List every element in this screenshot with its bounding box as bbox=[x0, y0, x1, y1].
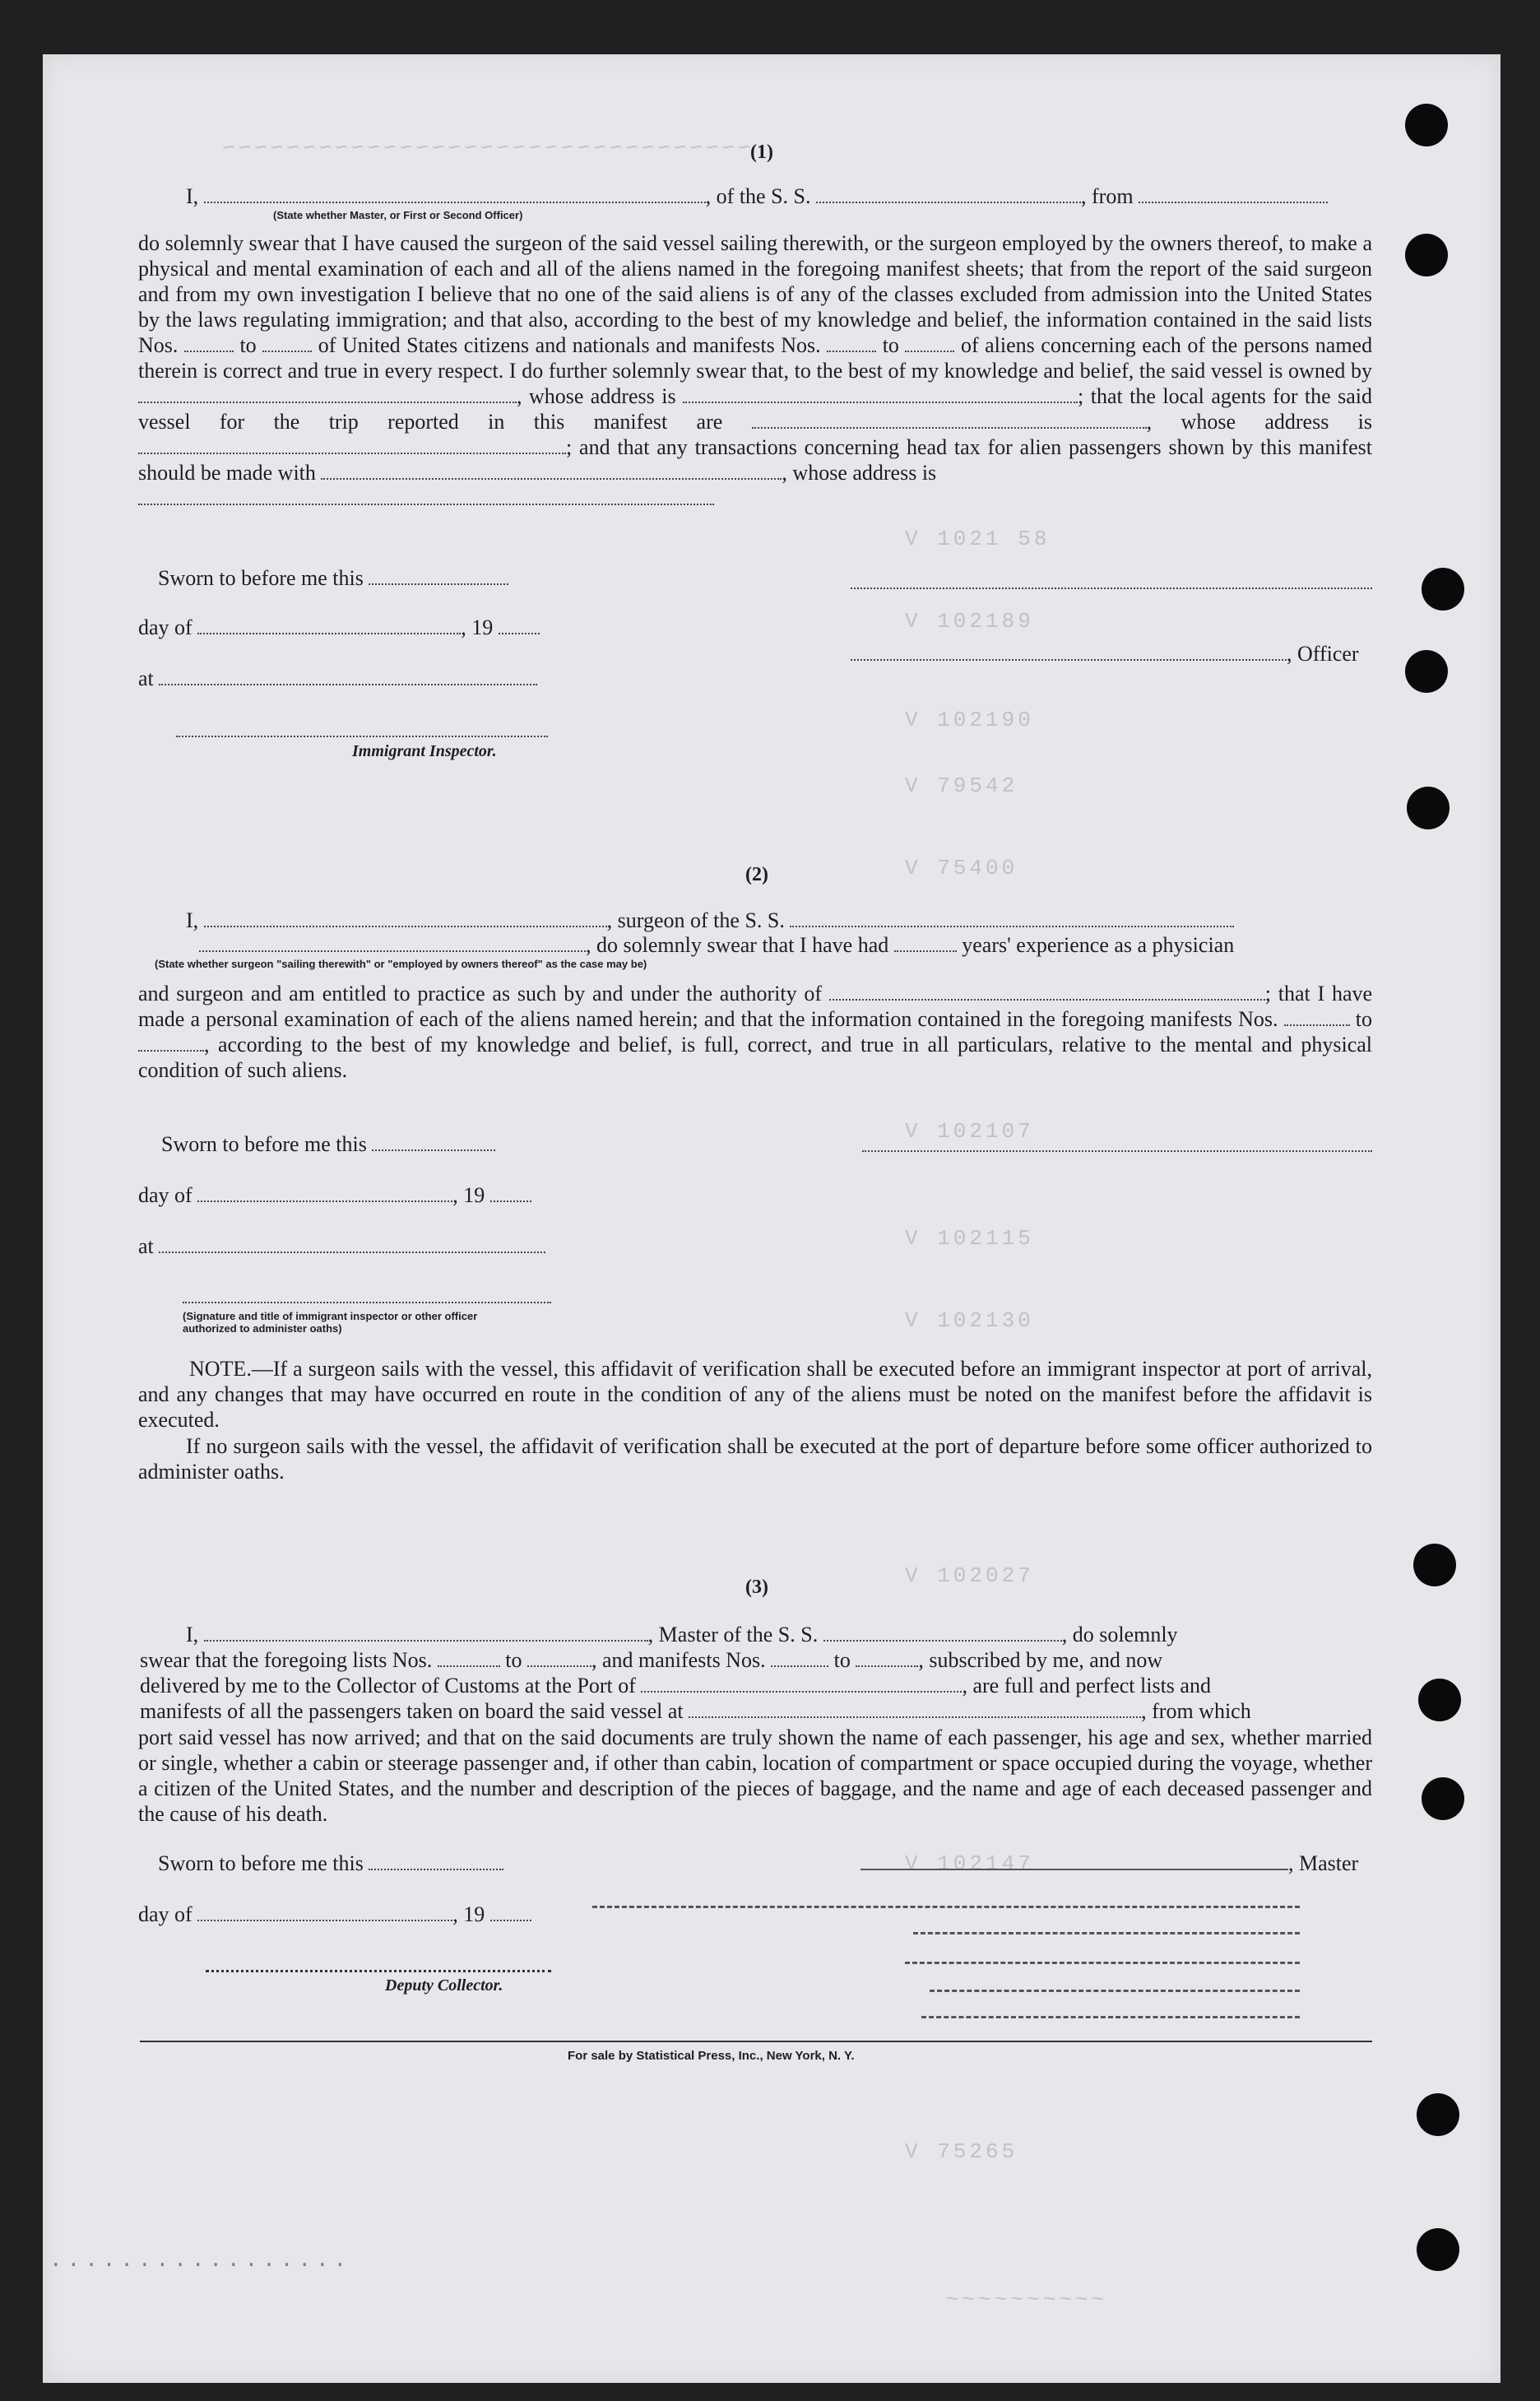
head-tax-text: ; and that any transactions concerning head tax for alien passengers shown by this manifest should be made with bbox=[138, 435, 1372, 485]
surgeon-status-field[interactable] bbox=[199, 936, 586, 952]
binder-hole bbox=[1417, 2093, 1459, 2136]
label-year: , 19 bbox=[452, 1183, 485, 1207]
bleed-through-text: V 102115 bbox=[905, 1226, 1034, 1251]
label-officer: , Officer bbox=[1287, 642, 1359, 666]
year-field[interactable] bbox=[490, 1186, 531, 1202]
binder-hole bbox=[1418, 1679, 1461, 1721]
label-swear: swear that the foregoing lists Nos. bbox=[140, 1648, 433, 1672]
label-day-of: day of bbox=[138, 1183, 192, 1207]
section-number: (2) bbox=[745, 864, 768, 885]
head-tax-party-field[interactable] bbox=[321, 463, 782, 480]
departure-port-field[interactable] bbox=[1139, 187, 1328, 203]
section1-oath-text bbox=[138, 230, 1372, 511]
oath-body: do solemnly swear that I have caused the surgeon of the said vessel sailing therewith, or the surgeon employed by the owners thereof, to make a physical and mental examination of each and all of the aliens named in the foregoing manifest sheets; that from the report of the said surgeon and from my own investigation I believe that no one of the said aliens is of any of the classes excluded from admission into the United States by the laws regulating immigration; and that also, according to the best of my knowledge and belief, the information contained in the said lists Nos. bbox=[138, 231, 1372, 357]
label-from-which: , from which bbox=[1141, 1699, 1251, 1723]
label-from: , from bbox=[1081, 184, 1134, 208]
officer-name-field[interactable] bbox=[204, 187, 706, 203]
label-local-agents: that the local agents for the said vessel for the trip reported in this manifest are bbox=[138, 384, 1373, 434]
redaction-line bbox=[905, 1962, 1300, 1964]
bleed-through-text: ~~~~~~~~~~~~~~~~~~~~~~~~~~~~~~~~~ bbox=[222, 133, 754, 158]
label-year: , 19 bbox=[452, 1902, 485, 1926]
bleed-through-text: ~~~~~~~~~~ bbox=[946, 2287, 1108, 2312]
manifests-to-field[interactable] bbox=[856, 1651, 918, 1667]
day-of-line bbox=[138, 1183, 531, 1208]
binder-hole bbox=[1407, 787, 1450, 829]
lists-from-field[interactable] bbox=[438, 1651, 500, 1667]
label-to: to bbox=[833, 1648, 851, 1672]
label-at: at bbox=[138, 666, 154, 690]
surgeon-name-field[interactable] bbox=[204, 911, 607, 927]
section1-line1 bbox=[186, 184, 1328, 209]
bleed-through-text: V 75400 bbox=[905, 856, 1018, 880]
redaction-line bbox=[913, 1932, 1300, 1934]
signature-line[interactable] bbox=[206, 1970, 551, 1972]
at-line bbox=[138, 666, 537, 691]
at-line bbox=[138, 1234, 545, 1259]
label-master: , Master bbox=[1288, 1851, 1359, 1875]
section3-line4 bbox=[140, 1699, 1251, 1724]
bleed-through-text: V 102190 bbox=[905, 708, 1034, 732]
manifests-from-field[interactable] bbox=[1284, 1010, 1350, 1026]
redaction-line bbox=[930, 1990, 1300, 1992]
binder-hole bbox=[1422, 568, 1464, 611]
label-sworn: Sworn to before me this bbox=[161, 1132, 367, 1156]
vessel-name-field[interactable] bbox=[823, 1625, 1062, 1642]
bleed-through-text: V 102130 bbox=[905, 1308, 1034, 1333]
label-of-ss: , of the S. S. bbox=[705, 184, 811, 208]
label-to: to bbox=[1355, 1007, 1373, 1031]
label-subscribed: , subscribed by me, and now bbox=[918, 1648, 1163, 1672]
authority-field[interactable] bbox=[829, 984, 1265, 1001]
label-sworn: Sworn to before me this bbox=[158, 1851, 364, 1875]
label-whose-address: , whose address is bbox=[517, 384, 676, 408]
binder-hole bbox=[1405, 104, 1448, 146]
section3-line2 bbox=[140, 1648, 1162, 1673]
label-to: to bbox=[239, 333, 257, 357]
sworn-day-field[interactable] bbox=[369, 1854, 503, 1870]
label-whose-address: , whose address is bbox=[782, 461, 937, 485]
section-number: (3) bbox=[745, 1577, 768, 1598]
manifests-to-field[interactable] bbox=[905, 336, 954, 352]
bleed-through-text: V 79542 bbox=[905, 773, 1018, 798]
publisher-note: For sale by Statistical Press, Inc., New York, N. Y. bbox=[568, 2049, 855, 2063]
owner-field[interactable] bbox=[138, 387, 517, 403]
owner-address-field[interactable] bbox=[683, 387, 1078, 403]
binder-hole bbox=[1405, 234, 1448, 276]
month-field[interactable] bbox=[197, 1905, 452, 1921]
bleed-through-text: V 102147 bbox=[905, 1851, 1034, 1876]
punct: ; bbox=[1078, 384, 1084, 408]
day-of-line bbox=[138, 1902, 531, 1927]
label-full-perfect: , are full and perfect lists and bbox=[962, 1674, 1211, 1697]
label-solemnly: , do solemnly bbox=[1061, 1623, 1178, 1646]
sworn-line bbox=[158, 566, 508, 591]
label-i: I, bbox=[186, 1623, 199, 1646]
year-field[interactable] bbox=[499, 618, 540, 634]
years-field[interactable] bbox=[894, 936, 957, 952]
label-and-manifests: , and manifests Nos. bbox=[591, 1648, 766, 1672]
port-field[interactable] bbox=[641, 1676, 962, 1693]
punct: ; bbox=[1264, 982, 1272, 1005]
label-day-of: day of bbox=[138, 615, 192, 639]
label-whose-address: whose address is bbox=[1181, 410, 1373, 434]
redaction-line bbox=[592, 1906, 1300, 1908]
manifests-from-field[interactable] bbox=[827, 336, 876, 352]
signature-caption: (Signature and title of immigrant inspector or other officer authorized to administer oaths) bbox=[183, 1310, 478, 1335]
signature-line[interactable] bbox=[851, 587, 1372, 589]
sworn-day-field[interactable] bbox=[369, 569, 508, 585]
head-tax-address-field[interactable] bbox=[138, 489, 714, 505]
label-year: , 19 bbox=[461, 615, 494, 639]
label-years: years' experience as a physician bbox=[962, 933, 1235, 957]
label-owned-by: the said vessel is owned by bbox=[1139, 359, 1373, 383]
section2-line1 bbox=[186, 908, 1234, 933]
bleed-through-text: ................. bbox=[49, 2248, 352, 2273]
oath-body-2: of United States citizens and nationals and manifests Nos. bbox=[318, 333, 821, 357]
binder-hole bbox=[1413, 1544, 1456, 1586]
lists-from-field[interactable] bbox=[184, 336, 234, 352]
label-i: I, bbox=[186, 184, 199, 208]
section3-oath-text: port said vessel has now arrived; and that on the said documents are truly shown the name of each passenger, his age and sex, whether married or single, whether a cabin or steerage passenger and, if other than cabin, location of compartment or space occupied during the voyage, whether a citizen of the United States, and the number and description of the pieces of baggage, and the name and age of each deceased passenger and the cause of his death. bbox=[138, 1725, 1372, 1826]
label-master-of: , Master of the S. S. bbox=[647, 1623, 819, 1646]
place-field[interactable] bbox=[159, 1237, 545, 1253]
lists-to-field[interactable] bbox=[527, 1651, 591, 1667]
deputy-collector-caption: Deputy Collector. bbox=[385, 1976, 503, 1995]
binder-hole bbox=[1422, 1777, 1464, 1820]
sworn-line bbox=[161, 1132, 495, 1157]
signature-line bbox=[176, 736, 548, 737]
month-field[interactable] bbox=[197, 618, 461, 634]
redaction-line bbox=[921, 2016, 1300, 2018]
section-number: (1) bbox=[750, 142, 773, 163]
oath-body-3: of aliens concerning each of the persons named therein is correct and true in every respect. I do further solemnly swear that, to the best of my knowledge and belief, bbox=[138, 333, 1373, 383]
bleed-through-text: V 102027 bbox=[905, 1563, 1034, 1588]
binder-hole bbox=[1417, 2228, 1459, 2271]
label-manifests-all: manifests of all the passengers taken on board the said vessel at bbox=[140, 1699, 684, 1723]
signature-line[interactable] bbox=[862, 1150, 1372, 1152]
label-solemnly: , do solemnly swear that I have had bbox=[586, 933, 889, 957]
officer-title-caption: (State whether Master, or First or Second Officer) bbox=[273, 209, 523, 221]
section3-line1 bbox=[186, 1623, 1178, 1647]
oath-body: that I have made a personal examination of each of the aliens named herein; and that the information contained in the foregoing manifests Nos. bbox=[138, 982, 1373, 1031]
sworn-day-field[interactable] bbox=[372, 1135, 495, 1151]
label-i: I, bbox=[186, 908, 199, 932]
bleed-through-text: V 75265 bbox=[905, 2139, 1018, 2164]
officer-line bbox=[851, 642, 1359, 666]
footer-rule bbox=[140, 2041, 1372, 2042]
month-field[interactable] bbox=[197, 1186, 452, 1202]
label-authority: and surgeon and am entitled to practice as such by and under the authority of bbox=[138, 982, 823, 1005]
label-to: to bbox=[505, 1648, 522, 1672]
bleed-through-text: V 1021 58 bbox=[905, 527, 1051, 551]
signature-line[interactable] bbox=[183, 1302, 551, 1303]
label-day-of: day of bbox=[138, 1902, 192, 1926]
sworn-line bbox=[158, 1851, 503, 1876]
note-paragraph: NOTE.—If a surgeon sails with the vessel, this affidavit of verification shall be executed before an immigrant inspector at port of arrival, and any changes that may have occurred en route in the condition of any of the aliens must be noted on the manifest before the affidavit is executed. bbox=[138, 1357, 1372, 1432]
section2-line2 bbox=[199, 933, 1234, 958]
binder-hole bbox=[1405, 650, 1448, 693]
surgeon-status-caption: (State whether surgeon "sailing therewith" or "employed by owners thereof" as the case may be) bbox=[155, 958, 647, 970]
label-surgeon-of: , surgeon of the S. S. bbox=[606, 908, 785, 932]
manifests-from-field[interactable] bbox=[771, 1651, 828, 1667]
place-field[interactable] bbox=[159, 669, 537, 685]
punct: , bbox=[1146, 410, 1153, 434]
section3-line3 bbox=[140, 1674, 1211, 1698]
oath-body-2: , according to the best of my knowledge and belief, is full, correct, and true in all particulars, relative to the mental and physical condition of such aliens. bbox=[138, 1033, 1372, 1082]
vessel-name-field[interactable] bbox=[790, 911, 1234, 927]
label-to: to bbox=[882, 333, 899, 357]
master-name-field[interactable] bbox=[204, 1625, 648, 1642]
local-agents-field[interactable] bbox=[752, 412, 1147, 429]
vessel-name-field[interactable] bbox=[816, 187, 1081, 203]
label-at: at bbox=[138, 1234, 154, 1258]
bleed-through-text: V 102189 bbox=[905, 609, 1034, 634]
immigrant-inspector-caption: Immigrant Inspector. bbox=[352, 742, 497, 760]
label-delivered: delivered by me to the Collector of Customs at the Port of bbox=[140, 1674, 636, 1697]
section2-oath-text bbox=[138, 981, 1372, 1083]
agents-address-field[interactable] bbox=[138, 438, 566, 454]
lists-to-field[interactable] bbox=[262, 336, 312, 352]
year-field[interactable] bbox=[490, 1905, 531, 1921]
master-line bbox=[860, 1851, 1358, 1876]
manifests-to-field[interactable] bbox=[138, 1035, 204, 1052]
embarkation-port-field[interactable] bbox=[689, 1702, 1141, 1718]
day-of-line bbox=[138, 615, 540, 640]
note-paragraph-2: If no surgeon sails with the vessel, the affidavit of verification shall be executed at the port of departure before some officer authorized to administer oaths. bbox=[138, 1434, 1372, 1484]
bleed-through-text: V 102107 bbox=[905, 1119, 1034, 1144]
label-sworn: Sworn to before me this bbox=[158, 566, 364, 590]
officer-signature-field[interactable] bbox=[851, 644, 1287, 661]
master-signature-field[interactable] bbox=[860, 1854, 1288, 1870]
